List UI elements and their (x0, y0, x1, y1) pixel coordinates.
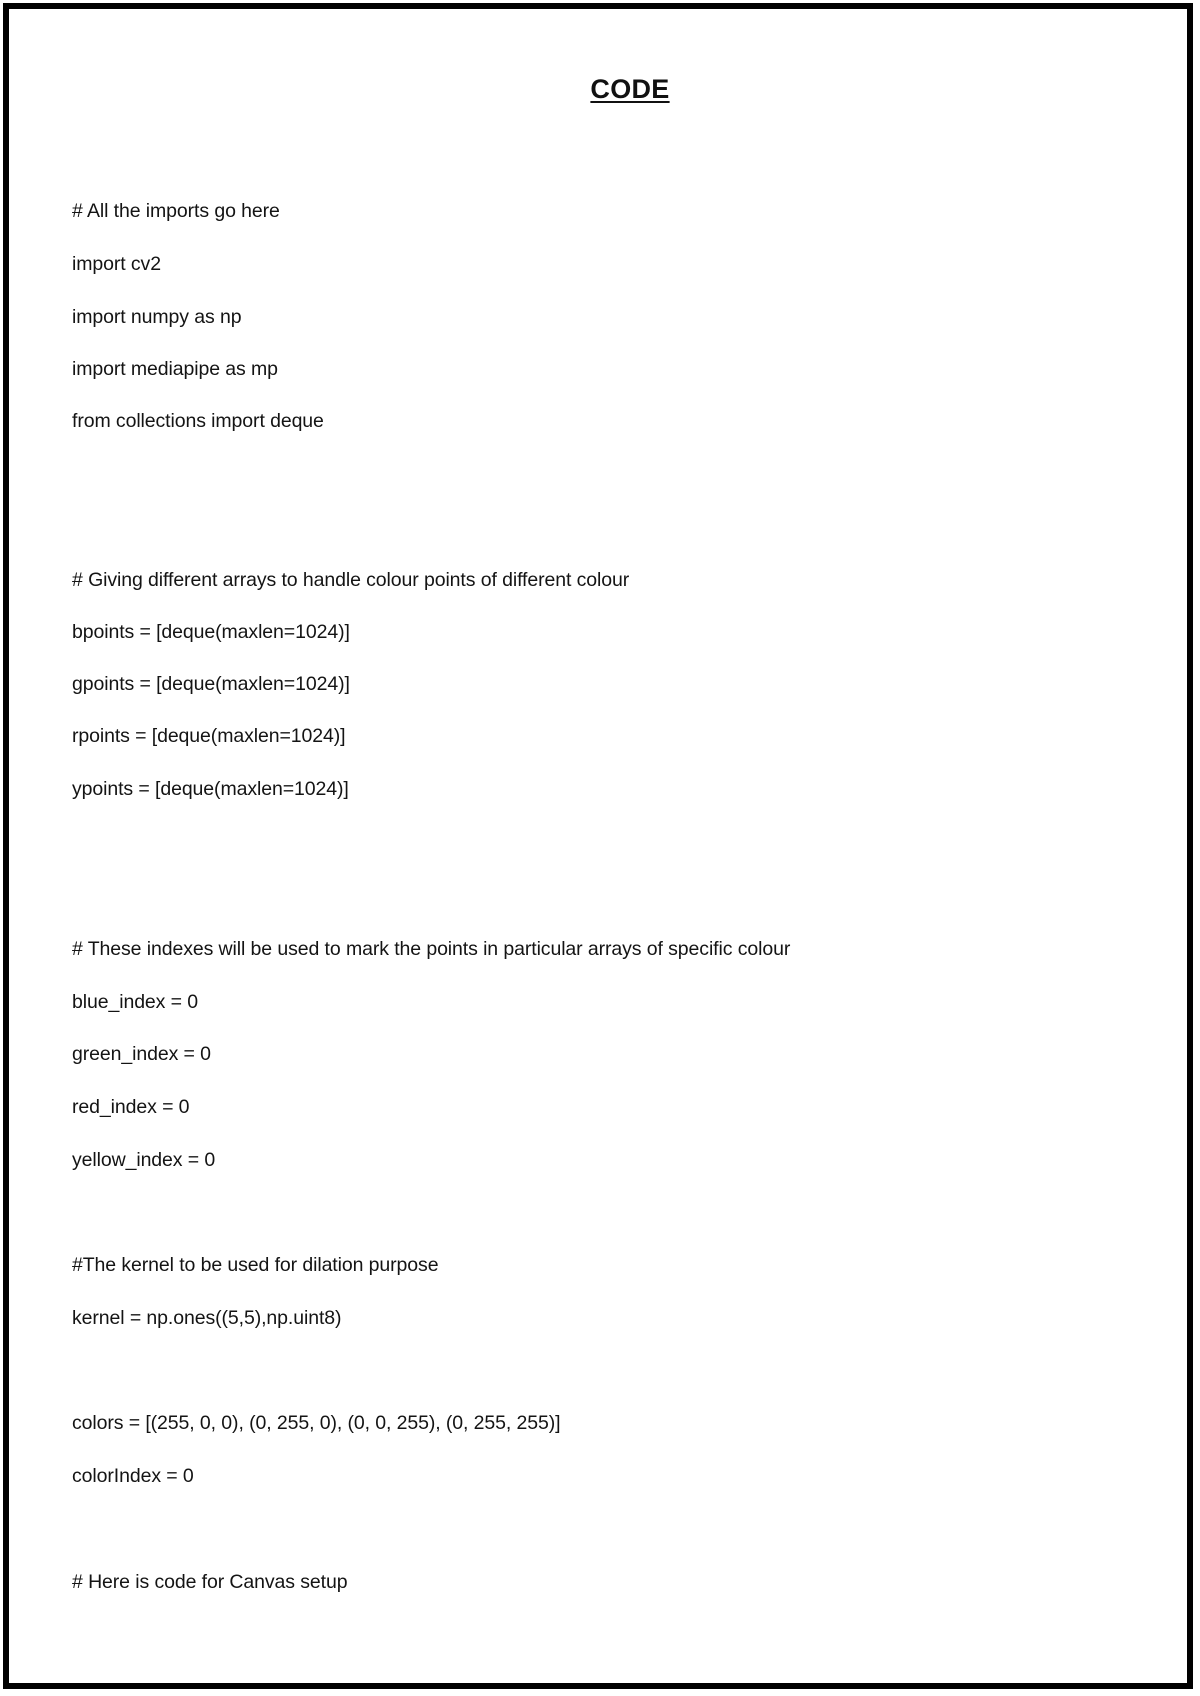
code-line: blue_index = 0 (72, 991, 198, 1013)
code-line: gpoints = [deque(maxlen=1024)] (72, 673, 350, 695)
code-line: red_index = 0 (72, 1096, 190, 1118)
code-line: yellow_index = 0 (72, 1149, 216, 1171)
page-border (3, 3, 1193, 1689)
code-line: bpoints = [deque(maxlen=1024)] (72, 621, 350, 643)
code-line: green_index = 0 (72, 1043, 211, 1065)
code-line: # All the imports go here (72, 200, 280, 222)
code-line: rpoints = [deque(maxlen=1024)] (72, 725, 346, 747)
code-line: colors = [(255, 0, 0), (0, 255, 0), (0, 0, 255), (0, 255, 255)] (72, 1412, 561, 1434)
code-line: colorIndex = 0 (72, 1465, 194, 1487)
code-line: ypoints = [deque(maxlen=1024)] (72, 778, 349, 800)
code-line: import mediapipe as mp (72, 358, 278, 380)
code-line: import numpy as np (72, 306, 242, 328)
code-line: kernel = np.ones((5,5),np.uint8) (72, 1307, 342, 1329)
code-line: import cv2 (72, 253, 161, 275)
code-line: # Giving different arrays to handle colour points of different colour (72, 569, 630, 591)
code-line: #The kernel to be used for dilation purpose (72, 1254, 439, 1276)
code-line: # Here is code for Canvas setup (72, 1571, 348, 1593)
code-line: # These indexes will be used to mark the points in particular arrays of specific colour (72, 938, 791, 960)
page-title: CODE (590, 74, 670, 104)
code-line: from collections import deque (72, 410, 324, 432)
